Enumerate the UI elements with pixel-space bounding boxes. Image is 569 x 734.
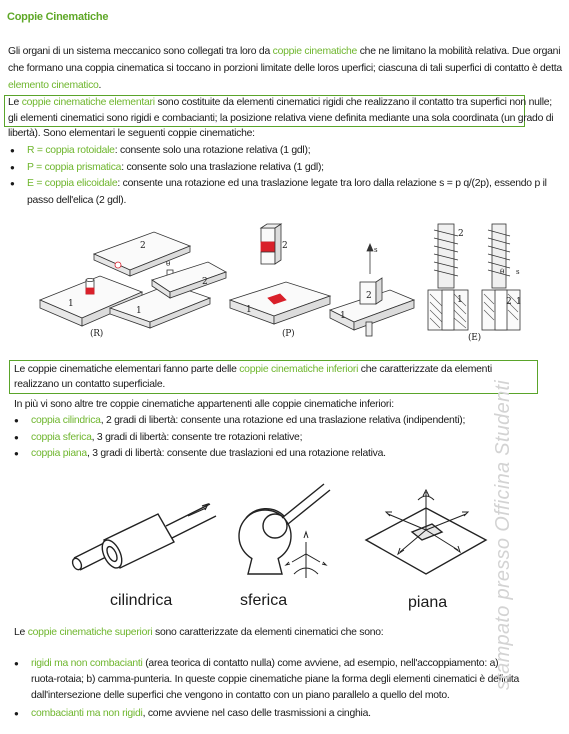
caption-sferica: sferica	[240, 592, 288, 609]
list-item: ● E = coppia elicoidale: consente una rotazione ed una traslazione legate tra loro dalla relazione s = p q/(2p), essendo p il passo dell'elica (2 gdl).	[10, 176, 555, 209]
intro-paragraph: Gli organi di un sistema meccanico sono collegati tra loro da coppie cinematiche che ne limitano la mobilità relativa. Due organi che formano una coppia cinematica si toccano in porzioni limitate delle loros uperfici; ciascuna di tali superfici di contatto è detta elemento cinematico.	[8, 46, 562, 91]
label-1-p2: 1	[340, 311, 346, 321]
inferiori-intro: In più vi sono altre tre coppie cinematiche appartenenti alle coppie cinematiche inferiori:	[14, 399, 394, 410]
watermark: stampato presso Officina Studenti	[492, 379, 514, 690]
label-2-e: 2	[458, 229, 464, 239]
label-1-r: 1	[68, 299, 74, 309]
list-item: ● coppia sferica, 3 gradi di libertà: consente tre rotazioni relative;	[14, 430, 554, 447]
s-label-e: s	[516, 268, 520, 276]
superiori-paragraph: Le coppie cinematiche superiori sono caratterizzate da elementi cinematici che sono:	[14, 627, 384, 638]
label-1-r2: 1	[136, 306, 142, 316]
inferiori-paragraph: Le coppie cinematiche elementari fanno parte delle coppie cinematiche inferiori che caratterizzate da elementi realizzano un contatto superficiale.	[14, 364, 492, 390]
list-item: ● coppia piana, 3 gradi di libertà: consente due traslazioni ed una rotazione relativa.	[14, 446, 554, 463]
label-2-p2: 2	[366, 291, 372, 301]
list-item: ● R = coppia rotoidale: consente solo una rotazione relativa (1 gdl);	[10, 143, 555, 160]
superior-pairs-list	[14, 656, 522, 723]
label-1-p: 1	[246, 305, 252, 315]
list-item: ● P = coppia prismatica: consente solo una traslazione relativa (1 gdl);	[10, 160, 555, 177]
theta-label-e: θ	[500, 268, 504, 276]
label-2-r: 2	[140, 241, 146, 251]
label-2-e2: 2	[506, 297, 512, 307]
page-title: Coppie Cinematiche	[7, 11, 109, 23]
inferior-pairs-figure	[70, 478, 490, 588]
list-item: ● coppia cilindrica, 2 gradi di libertà: consente una rotazione ed una traslazione relativa (indipendenti);	[14, 413, 554, 430]
label-1-e2: 1	[516, 297, 522, 307]
elementary-pairs-figure	[30, 218, 540, 346]
inferior-pairs-list	[14, 413, 554, 463]
caption-e: (E)	[468, 333, 481, 343]
elementari-paragraph: Le coppie cinematiche elementari sono costituite da elementi cinematici rigidi che realizzano il contatto tra superfici non nulle; gli elementi cinematici sono rigidi e combacianti; la posizione relativa viene definita mediante una sola coordinata (un grado di libertà). Sono elementari le seguenti coppie cinematiche:	[8, 97, 554, 139]
s-label: s	[374, 246, 378, 254]
caption-cilindrica: cilindrica	[110, 592, 173, 609]
theta-label: θ	[166, 260, 170, 268]
label-1-e: 1	[457, 295, 463, 305]
caption-piana: piana	[408, 594, 448, 611]
list-item: ● rigidi ma non combacianti (area teorica di contatto nulla) come avviene, ad esempio, nell'accoppiamento: a) ruota-rotaia; b) camma-punteria. In queste coppie cinematiche piane la forma degli elementi cinematici è definita dall'intersezione delle superfici che vengono in contatto con un piano parallelo a quello del moto.	[14, 656, 522, 704]
caption-r: (R)	[90, 329, 104, 339]
label-2-r2: 2	[202, 277, 208, 287]
elementary-pairs-list	[10, 143, 555, 209]
label-2-p: 2	[282, 241, 288, 251]
caption-p: (P)	[282, 329, 295, 339]
list-item: ● combacianti ma non rigidi, come avviene nel caso delle trasmissioni a cinghia.	[14, 706, 522, 723]
